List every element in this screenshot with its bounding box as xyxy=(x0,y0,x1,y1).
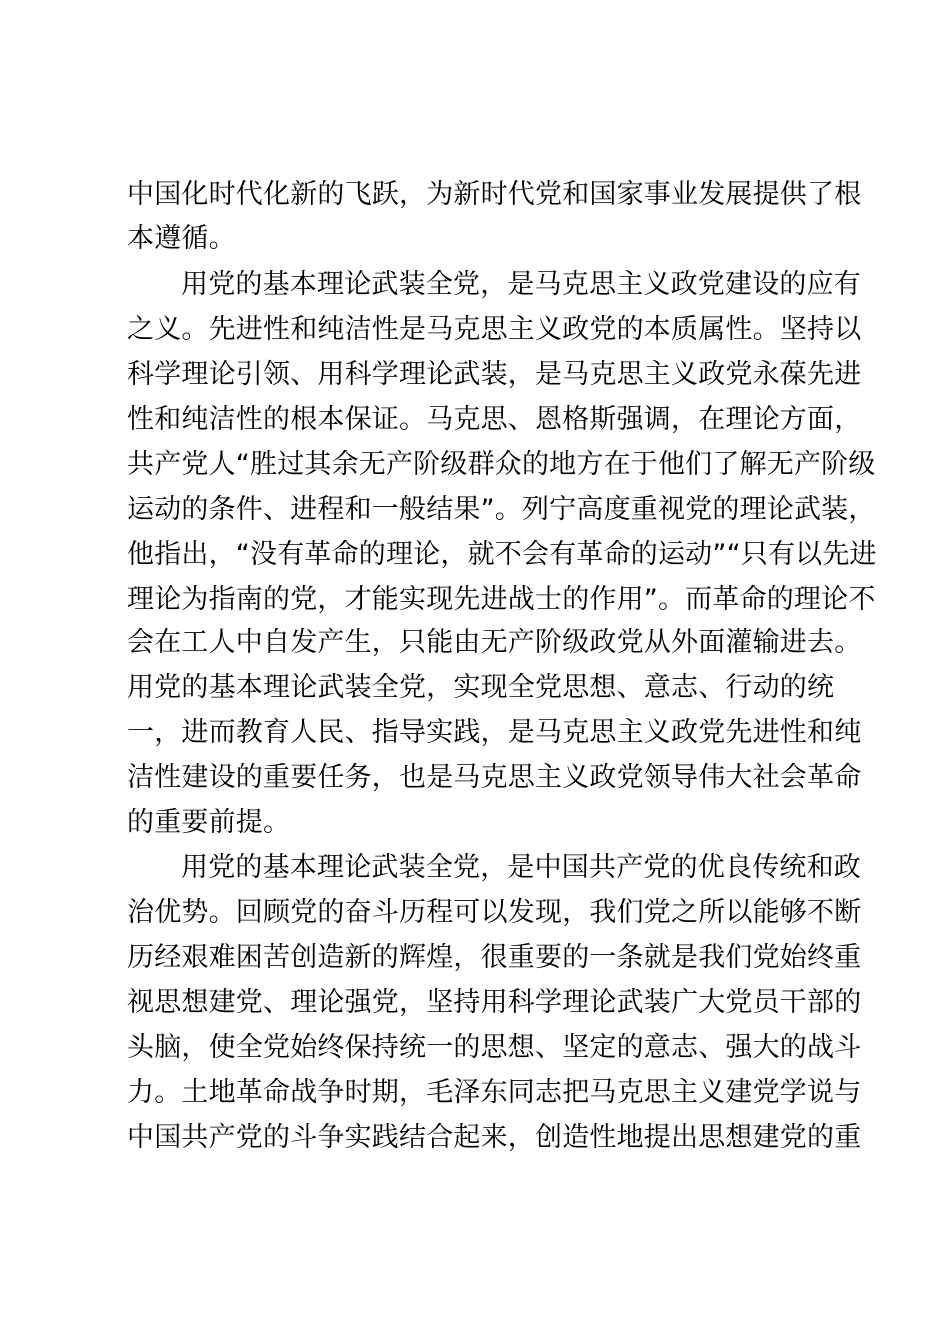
text-line: 力。土地革命战争时期，毛泽东同志把马克思主义建党学说与 xyxy=(127,1077,862,1108)
text-line: 理论为指南的党，才能实现先进战士的作用”。而革命的理论不 xyxy=(127,584,876,615)
text-line: 用党的基本理论武装全党，实现全党思想、意志、行动的统 xyxy=(127,672,835,703)
text-line: 科学理论引领、用科学理论武装，是马克思主义政党永葆先进 xyxy=(127,359,862,390)
text-line: 一，进而教育人民、指导实践，是马克思主义政党先进性和纯 xyxy=(127,717,862,748)
text-line: 性和纯洁性的根本保证。马克思、恩格斯强调，在理论方面， xyxy=(127,404,862,435)
text-line: 共产党人“胜过其余无产阶级群众的地方在于他们了解无产阶级 xyxy=(127,449,876,480)
text-line: 头脑，使全党始终保持统一的思想、坚定的意志、强大的战斗 xyxy=(127,1032,862,1063)
text-line: 他指出，“没有革命的理论，就不会有革命的运动”“只有以先进 xyxy=(127,539,877,570)
text-line: 的重要前提。 xyxy=(127,807,291,838)
paragraph-start-line: 用党的基本理论武装全党，是中国共产党的优良传统和政 xyxy=(181,852,861,883)
text-line: 视思想建党、理论强党，坚持用科学理论武装广大党员干部的 xyxy=(127,987,862,1018)
text-line: 会在工人中自发产生，只能由无产阶级政党从外面灌输进去。 xyxy=(127,627,862,658)
text-line: 洁性建设的重要任务，也是马克思主义政党领导伟大社会革命 xyxy=(127,762,862,793)
text-line: 运动的条件、进程和一般结果”。列宁高度重视党的理论武装， xyxy=(127,494,876,525)
text-line: 本遵循。 xyxy=(127,223,236,254)
text-line: 中国共产党的斗争实践结合起来，创造性地提出思想建党的重 xyxy=(127,1122,862,1153)
paragraph-start-line: 用党的基本理论武装全党，是马克思主义政党建设的应有 xyxy=(181,269,861,300)
text-line: 治优势。回顾党的奋斗历程可以发现，我们党之所以能够不断 xyxy=(127,897,862,928)
text-line: 历经艰难困苦创造新的辉煌，很重要的一条就是我们党始终重 xyxy=(127,942,862,973)
text-line: 之义。先进性和纯洁性是马克思主义政党的本质属性。坚持以 xyxy=(127,314,862,345)
text-line: 中国化时代化新的飞跃，为新时代党和国家事业发展提供了根 xyxy=(127,179,862,210)
